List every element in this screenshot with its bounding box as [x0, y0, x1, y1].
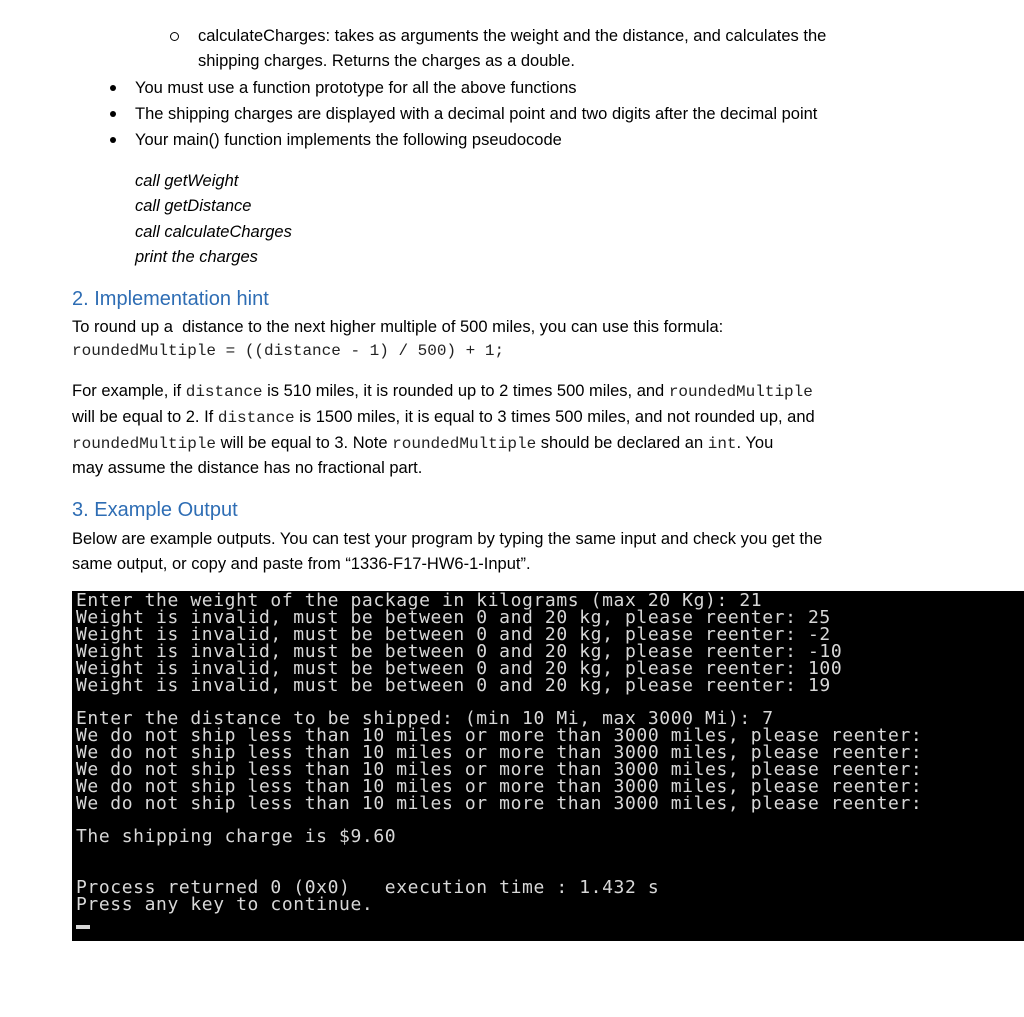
text-run: will be equal to 2. If: [72, 408, 218, 426]
console-distance-error: We do not ship less than 10 miles or more than 3000 miles, please reenter:: [76, 759, 923, 780]
console-result: The shipping charge is $9.60: [76, 826, 397, 847]
inline-code: roundedMultiple: [668, 383, 813, 401]
console-weight-error: Weight is invalid, must be between 0 and 20 kg, please reenter: -2: [76, 624, 831, 645]
console-cursor: [76, 925, 90, 929]
hollow-bullet-icon: [170, 32, 179, 41]
console-distance-prompt: Enter the distance to be shipped: (min 10 Mi, max 3000 Mi): 7: [76, 708, 774, 729]
sub-bullet-line-1: calculateCharges: takes as arguments the weight and the distance, and calculates the: [198, 27, 827, 45]
console-press-any-key: Press any key to continue.: [76, 894, 374, 915]
console-weight-error: Weight is invalid, must be between 0 and 20 kg, please reenter: 100: [76, 658, 843, 679]
section-heading-example-output: 3. Example Output: [72, 499, 238, 521]
section2-intro: To round up a distance to the next higher multiple of 500 miles, you can use this formula:: [72, 318, 724, 336]
pseudocode-line: call getDistance: [135, 197, 252, 215]
inline-code: roundedMultiple: [392, 435, 537, 453]
console-distance-error: We do not ship less than 10 miles or more than 3000 miles, please reenter:: [76, 793, 923, 814]
console-weight-error: Weight is invalid, must be between 0 and 20 kg, please reenter: -10: [76, 641, 843, 662]
inline-code: roundedMultiple: [72, 435, 217, 453]
paragraph-line-3: [72, 433, 773, 454]
text-run: . You: [736, 434, 774, 452]
console-weight-error: Weight is invalid, must be between 0 and 20 kg, please reenter: 19: [76, 675, 831, 696]
bullet-item: You must use a function prototype for all the above functions: [135, 79, 577, 97]
pseudocode-line: call calculateCharges: [135, 223, 292, 241]
section-heading-implementation-hint: 2. Implementation hint: [72, 288, 269, 310]
bullet-icon: [110, 137, 116, 143]
section3-line-2: same output, or copy and paste from “1336-F17-HW6-1-Input”.: [72, 555, 531, 573]
console-output-window: [72, 591, 1024, 941]
console-weight-error: Weight is invalid, must be between 0 and 20 kg, please reenter: 25: [76, 607, 831, 628]
bullet-icon: [110, 85, 116, 91]
bullet-item: The shipping charges are displayed with a decimal point and two digits after the decimal point: [135, 105, 818, 123]
console-distance-error: We do not ship less than 10 miles or more than 3000 miles, please reenter:: [76, 725, 923, 746]
paragraph-line-2: [72, 407, 815, 428]
text-run: will be equal to 3. Note: [216, 434, 393, 452]
inline-code: int: [707, 435, 737, 453]
text-run: For example, if: [72, 382, 186, 400]
sub-bullet-line-2: shipping charges. Returns the charges as a double.: [198, 52, 575, 70]
console-weight-prompt: Enter the weight of the package in kilograms (max 20 Kg): 21: [76, 591, 763, 611]
text-run: is 510 miles, it is rounded up to 2 times 500 miles, and: [262, 382, 669, 400]
inline-code: distance: [185, 383, 263, 401]
pseudocode-line: call getWeight: [135, 172, 239, 190]
pseudocode-line: print the charges: [135, 248, 258, 266]
paragraph-line-4: may assume the distance has no fractional part.: [72, 459, 423, 477]
bullet-item: Your main() function implements the following pseudocode: [135, 131, 562, 149]
bullet-icon: [110, 111, 116, 117]
formula-code: roundedMultiple = ((distance - 1) / 500) + 1;: [72, 342, 505, 360]
text-run: should be declared an: [536, 434, 708, 452]
console-distance-error: We do not ship less than 10 miles or more than 3000 miles, please reenter:: [76, 776, 923, 797]
section3-line-1: Below are example outputs. You can test your program by typing the same input and check you get the: [72, 530, 823, 548]
console-process-returned: Process returned 0 (0x0) execution time : 1.432 s: [76, 877, 660, 898]
text-run: is 1500 miles, it is equal to 3 times 500 miles, and not rounded up, and: [294, 408, 815, 426]
console-distance-error: We do not ship less than 10 miles or more than 3000 miles, please reenter:: [76, 742, 923, 763]
inline-code: distance: [217, 409, 295, 427]
paragraph-line-1: [72, 381, 813, 402]
